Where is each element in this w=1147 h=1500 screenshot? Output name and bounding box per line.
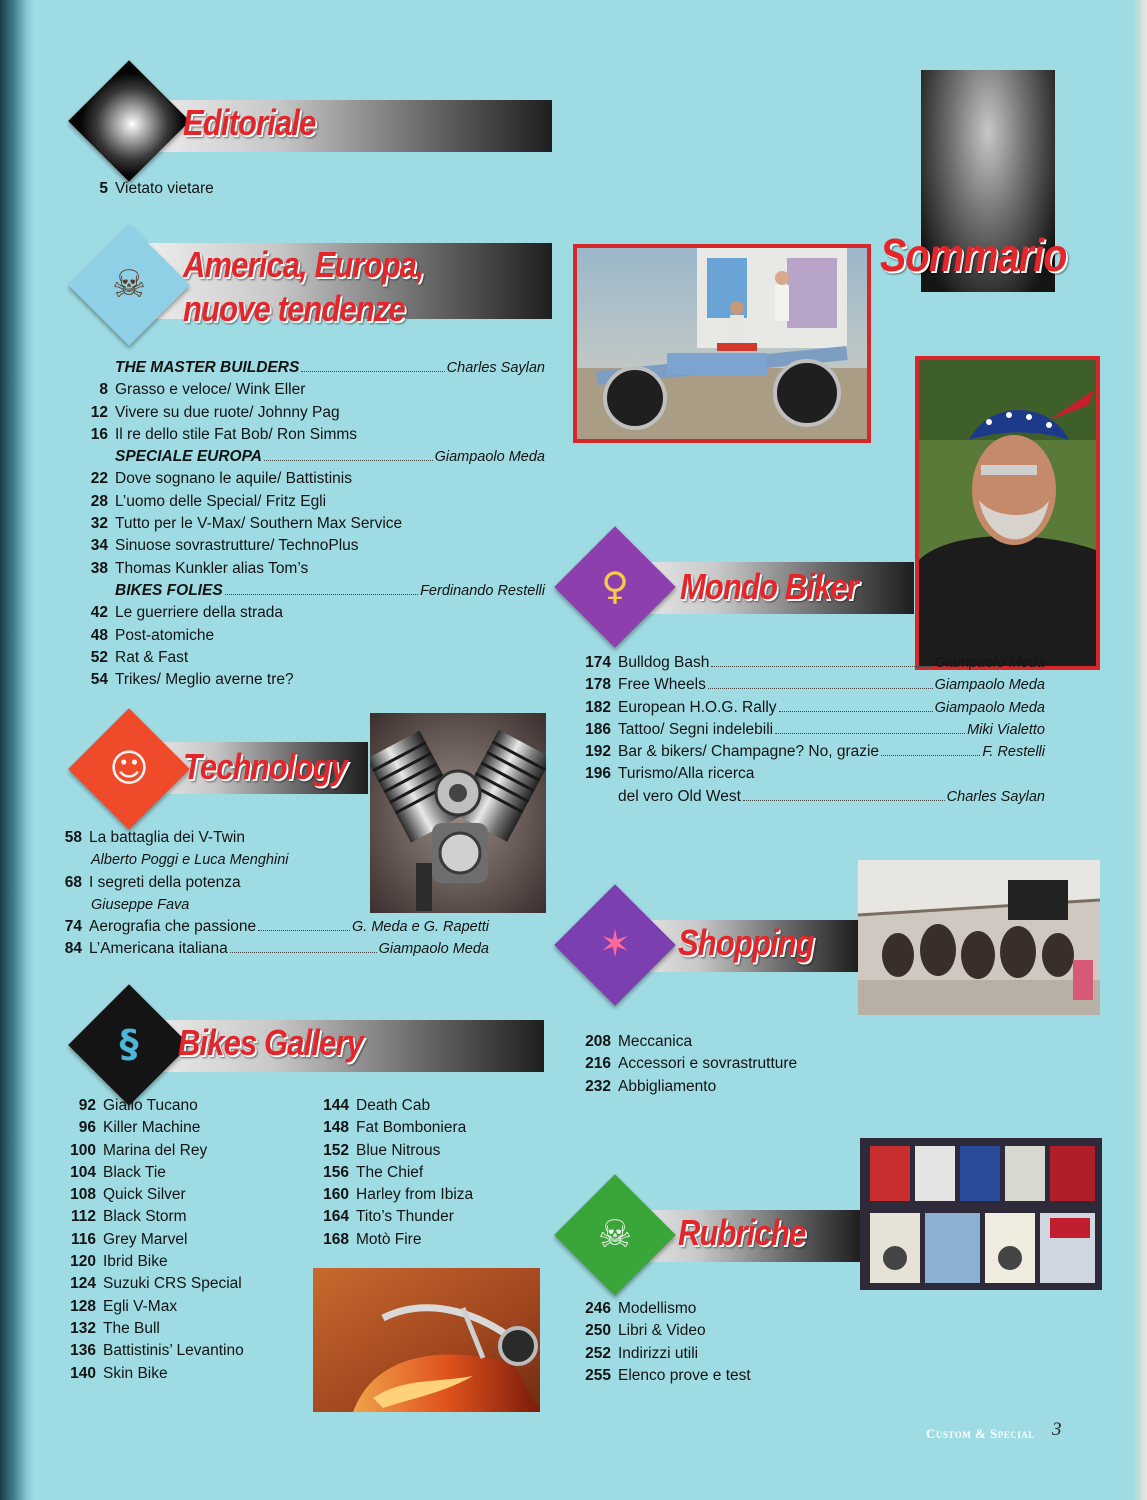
- list-item[interactable]: 8 Grasso e veloce/ Wink Eller: [99, 381, 306, 399]
- flame-bike-photo: [313, 1268, 540, 1412]
- list-item[interactable]: 42 Le guerriere della strada: [90, 604, 284, 622]
- trike-crowd-photo: [573, 244, 871, 443]
- list-item[interactable]: 112 Black Storm: [70, 1208, 187, 1226]
- list-item[interactable]: 12 Vivere su due ruote/ Johnny Pag: [90, 403, 340, 421]
- list-item[interactable]: 48 Post-atomiche: [90, 626, 215, 644]
- list-item-continuation[interactable]: del vero Old West Charles Saylan: [618, 787, 1045, 805]
- list-item[interactable]: 156 The Chief: [323, 1163, 424, 1181]
- list-item[interactable]: 34 Sinuose sovrastrutture/ TechnoPlus: [90, 537, 359, 555]
- page-title: Sommario: [880, 229, 1067, 281]
- magazines-photo: [860, 1138, 1102, 1290]
- biker-portrait-photo: [915, 356, 1100, 670]
- list-item[interactable]: 232 Abbigliamento: [585, 1077, 717, 1095]
- toc-rubriche: [567, 1298, 867, 1387]
- magazine-brand: Custom & Special: [926, 1426, 1035, 1441]
- page-number: 5: [99, 180, 108, 197]
- list-item[interactable]: 252 Indirizzi utili: [585, 1344, 699, 1362]
- list-subheading[interactable]: BIKES FOLIES Ferdinando Restelli: [115, 581, 545, 599]
- list-item[interactable]: 255 Elenco prove e test: [585, 1366, 751, 1384]
- list-item[interactable]: 186 Tattoo/ Segni indelebili Miki Vialetto: [585, 720, 1045, 738]
- toc-technology: [38, 827, 489, 961]
- sphere-icon: [68, 60, 190, 182]
- list-item[interactable]: 132 The Bull: [70, 1319, 160, 1337]
- list-item[interactable]: 250 Libri & Video: [585, 1322, 706, 1340]
- section-title-america-line2: nuove tendenze: [183, 288, 405, 329]
- list-item[interactable]: 38 Thomas Kunkler alias Tom’s: [90, 559, 309, 577]
- list-credit: Alberto Poggi e Luca Menghini: [91, 852, 289, 869]
- list-credit: Giuseppe Fava: [91, 896, 190, 913]
- list-item[interactable]: 120 Ibrid Bike: [70, 1253, 168, 1271]
- page-edge: [1133, 0, 1147, 1500]
- list-item[interactable]: 174 Bulldog Bash Giampaolo Meda: [585, 654, 1045, 671]
- list-subheading[interactable]: SPECIALE EUROPA Giampaolo Meda: [115, 448, 545, 466]
- list-item[interactable]: 104 Black Tie: [70, 1163, 166, 1181]
- list-item[interactable]: 152 Blue Nitrous: [323, 1141, 441, 1159]
- list-item[interactable]: 116 Grey Marvel: [70, 1230, 188, 1248]
- toc-gallery-col2: [305, 1095, 525, 1251]
- biker-girl-icon: ♀: [601, 564, 629, 608]
- tribal-mask-icon: ☠: [111, 262, 147, 306]
- list-item[interactable]: 144 Death Cab: [323, 1097, 431, 1114]
- list-item[interactable]: 124 Suzuki CRS Special: [70, 1275, 242, 1293]
- list-item[interactable]: 148 Fat Bomboniera: [323, 1119, 467, 1137]
- section-title-shopping: Shopping: [678, 922, 814, 963]
- shopping-stall-photo: [858, 860, 1100, 1015]
- list-item[interactable]: 164 Tito’s Thunder: [323, 1208, 454, 1226]
- list-item[interactable]: 128 Egli V-Max: [70, 1297, 178, 1315]
- section-title-rubriche: Rubriche: [678, 1212, 806, 1253]
- section-title-gallery: Bikes Gallery: [178, 1022, 364, 1063]
- toc-america: [64, 357, 545, 691]
- list-item[interactable]: 52 Rat & Fast: [90, 648, 189, 666]
- list-subheading[interactable]: THE MASTER BUILDERS Charles Saylan: [115, 359, 545, 376]
- list-item[interactable]: [64, 178, 364, 200]
- article-title: Vietato vietare: [115, 180, 214, 197]
- snake-engine-icon: §: [119, 1022, 139, 1066]
- list-item[interactable]: 216 Accessori e sovrastrutture: [585, 1055, 798, 1073]
- list-item[interactable]: 100 Marina del Rey: [70, 1141, 208, 1159]
- toc-gallery-col1: [52, 1095, 292, 1385]
- list-item[interactable]: 92 Giallo Tucano: [78, 1097, 198, 1114]
- list-item[interactable]: 32 Tutto per le V-Max/ Southern Max Service: [90, 515, 403, 533]
- list-item[interactable]: 246 Modellismo: [585, 1300, 697, 1317]
- toc-shopping: [567, 1031, 867, 1098]
- page-gutter-shadow: [0, 0, 34, 1500]
- section-title-editoriale: Editoriale: [183, 102, 316, 143]
- list-item[interactable]: 58 La battaglia dei V-Twin: [64, 829, 245, 846]
- list-item[interactable]: 178 Free Wheels Giampaolo Meda: [585, 676, 1045, 694]
- section-title-mondo: Mondo Biker: [680, 566, 859, 607]
- skull-icon: ☠: [597, 1212, 633, 1256]
- list-item[interactable]: 74 Aerografia che passione G. Meda e G. Rapetti: [64, 918, 489, 936]
- list-item[interactable]: 96 Killer Machine: [78, 1119, 201, 1137]
- list-item[interactable]: 140 Skin Bike: [70, 1364, 168, 1382]
- list-item[interactable]: 84 L’Americana italiana Giampaolo Meda: [64, 940, 489, 958]
- list-item[interactable]: 68 I segreti della potenza: [64, 873, 241, 891]
- list-item[interactable]: 160 Harley from Ibiza: [323, 1186, 474, 1204]
- list-item[interactable]: 168 Motò Fire: [323, 1230, 422, 1248]
- list-item[interactable]: 108 Quick Silver: [70, 1186, 186, 1204]
- toc-editoriale: [64, 178, 364, 200]
- list-item[interactable]: 192 Bar & bikers/ Champagne? No, grazie F. Restelli: [585, 743, 1045, 761]
- list-item[interactable]: 22 Dove sognano le aquile/ Battistinis: [90, 470, 352, 488]
- wizard-icon: ☺: [109, 746, 149, 790]
- list-item[interactable]: 208 Meccanica: [585, 1033, 693, 1050]
- page-number: 3: [1052, 1419, 1062, 1440]
- list-item[interactable]: 196 Turismo/Alla ricerca: [585, 765, 755, 783]
- list-item[interactable]: 136 Battistinis’ Levantino: [70, 1342, 244, 1360]
- list-item[interactable]: 182 European H.O.G. Rally Giampaolo Meda: [585, 698, 1045, 716]
- list-item[interactable]: 28 L’uomo delle Special/ Fritz Egli: [90, 492, 327, 510]
- section-title-technology: Technology: [183, 746, 347, 787]
- list-item[interactable]: 54 Trikes/ Meglio averne tre?: [90, 671, 294, 689]
- list-item[interactable]: 16 Il re dello stile Fat Bob/ Ron Simms: [90, 425, 358, 443]
- panther-icon: ✶: [599, 922, 631, 966]
- section-title-america-line1: America, Europa,: [183, 244, 424, 285]
- toc-mondo: [567, 652, 1045, 808]
